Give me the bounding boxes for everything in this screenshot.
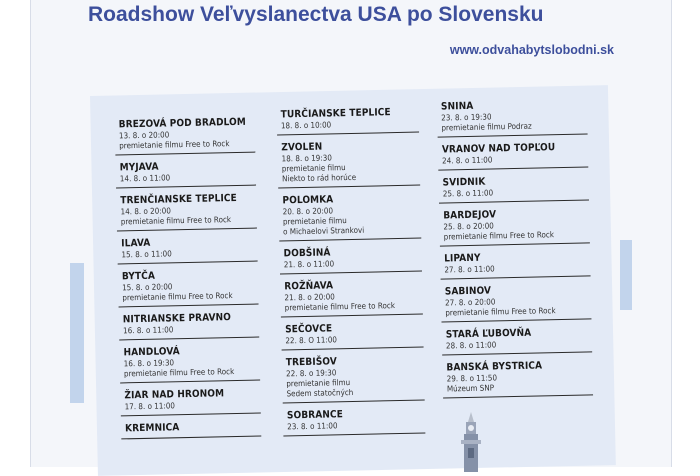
event-detail: 21. 8. o 11:00 xyxy=(283,259,335,270)
event-detail: 21. 8. o 20:00 xyxy=(284,292,335,303)
schedule-column-2 xyxy=(277,105,426,442)
schedule-entry xyxy=(282,352,425,403)
event-detail: premietanie filmu Free to Rock xyxy=(122,291,233,303)
town-name: TRENČIANSKE TEPLICE xyxy=(120,192,237,207)
accent-bar-left xyxy=(70,263,84,403)
schedule-entry xyxy=(281,320,424,351)
schedule-entry xyxy=(437,96,588,137)
town-name: BYTČA xyxy=(121,270,156,283)
clock-tower-icon xyxy=(458,412,484,472)
town-name: STARÁ ĽUBOVŇA xyxy=(445,327,532,341)
page-title: Roadshow Veľvyslanectva USA po Slovensku xyxy=(88,3,544,26)
event-detail: 28. 8. o 11:00 xyxy=(445,340,497,351)
event-detail: 16. 8. o 11:00 xyxy=(122,325,174,336)
event-detail: 23. 8. o 19:30 xyxy=(441,112,492,123)
event-detail: premietanie filmu Free to Rock xyxy=(443,230,555,242)
event-detail: o Michaelovi Strankovi xyxy=(283,225,365,237)
event-detail: 18. 8. o 19:30 xyxy=(281,153,332,164)
town-name: SEČOVCE xyxy=(285,323,333,336)
schedule-column-1 xyxy=(115,115,262,445)
schedule-entry xyxy=(279,244,422,275)
schedule-entry xyxy=(115,115,256,156)
town-name: BARDEJOV xyxy=(443,209,497,222)
town-name: BREZOVÁ POD BRADLOM xyxy=(118,116,246,131)
town-name: NITRIANSKE PRAVNO xyxy=(122,312,232,326)
schedule-entry xyxy=(118,267,259,308)
town-name: ZVOLEN xyxy=(281,141,323,154)
event-detail: premietanie filmu Free to Rock xyxy=(284,301,396,313)
accent-bar-right xyxy=(620,240,632,310)
event-detail: 29. 8. o 11:50 xyxy=(446,373,498,384)
event-detail: 22. 8. O 11:00 xyxy=(285,335,338,346)
event-detail: 23. 8. o 11:00 xyxy=(287,421,338,432)
town-name: SOBRANCE xyxy=(286,409,344,422)
schedule-entry xyxy=(441,281,592,322)
town-name: SVIDNIK xyxy=(442,176,486,189)
schedule-entry xyxy=(283,405,426,436)
event-detail: premietanie filmu xyxy=(281,163,346,174)
schedule-entry xyxy=(278,191,421,242)
event-detail: 18. 8. o 10:00 xyxy=(280,120,332,131)
town-name: POLOMKA xyxy=(282,194,334,207)
schedule-entry xyxy=(442,357,593,398)
event-detail: 16. 8. o 19:30 xyxy=(123,358,175,369)
schedule-entry xyxy=(119,310,260,341)
schedule-entry xyxy=(438,139,589,170)
event-detail: 24. 8. o 11:00 xyxy=(442,155,493,166)
event-detail: 22. 8. o 19:30 xyxy=(286,368,337,379)
schedule-entry xyxy=(120,386,261,417)
event-detail: 15. 8. o 20:00 xyxy=(122,282,173,293)
town-name: ŽIAR NAD HRONOM xyxy=(124,388,225,402)
event-detail: 27. 8. o 20:00 xyxy=(444,297,496,308)
town-name: ILAVA xyxy=(121,237,151,250)
schedule-entry xyxy=(119,343,260,384)
event-detail: 25. 8. o 11:00 xyxy=(442,188,494,199)
town-name: TURČIANSKE TEPLICE xyxy=(280,107,391,121)
event-detail: 27. 8. o 11:00 xyxy=(444,264,495,275)
schedule-entry xyxy=(115,158,256,189)
event-detail: premietanie filmu Free to Rock xyxy=(120,215,232,227)
event-detail: premietanie filmu Free to Rock xyxy=(445,306,556,318)
town-name: BANSKÁ BYSTRICA xyxy=(446,360,543,374)
schedule-entry xyxy=(117,234,258,265)
website-link[interactable]: www.odvahabytslobodni.sk xyxy=(449,43,614,57)
town-name: VRANOV NAD TOPĽOU xyxy=(441,142,556,156)
schedule-entry xyxy=(277,105,420,136)
event-detail: 25. 8. o 20:00 xyxy=(443,221,494,232)
schedule-entry xyxy=(277,138,420,189)
schedule-column-3 xyxy=(437,96,593,403)
town-name: LIPANY xyxy=(444,252,481,265)
event-detail: premietanie filmu xyxy=(286,378,351,389)
schedule-entry xyxy=(280,277,423,318)
event-detail: Niekto to rád horúce xyxy=(281,172,357,184)
event-detail: premietanie filmu Free to Rock xyxy=(119,139,230,151)
event-detail: 14. 8. o 20:00 xyxy=(120,206,171,217)
schedule-entry xyxy=(442,324,593,355)
event-detail: premietanie filmu Free to Rock xyxy=(123,367,235,379)
schedule-entry xyxy=(440,248,591,279)
town-name: HANDLOVÁ xyxy=(123,346,180,359)
schedule-entry xyxy=(116,191,257,232)
town-name: ROŽŇAVA xyxy=(284,280,334,293)
schedule-entry xyxy=(121,419,261,440)
event-detail: Sedem statočných xyxy=(286,387,354,399)
town-name: SABINOV xyxy=(444,285,492,298)
event-detail: 20. 8. o 20:00 xyxy=(282,206,334,217)
schedule-entry xyxy=(438,172,589,203)
event-detail: Múzeum SNP xyxy=(446,383,495,394)
town-name: TREBIŠOV xyxy=(285,356,338,369)
event-detail: 15. 8. o 11:00 xyxy=(121,249,172,260)
event-detail: premietanie filmu xyxy=(282,216,347,227)
event-detail: 14. 8. o 11:00 xyxy=(119,173,171,184)
event-detail: premietanie filmu Podraz xyxy=(441,121,532,133)
town-name: MYJAVA xyxy=(119,161,159,174)
town-name: KREMNICA xyxy=(124,422,180,435)
event-detail: 17. 8. o 11:00 xyxy=(124,401,176,412)
event-detail: 13. 8. o 20:00 xyxy=(118,130,170,141)
town-name: SNINA xyxy=(440,100,474,113)
schedule-entry xyxy=(439,205,590,246)
town-name: DOBŠINÁ xyxy=(283,247,331,260)
